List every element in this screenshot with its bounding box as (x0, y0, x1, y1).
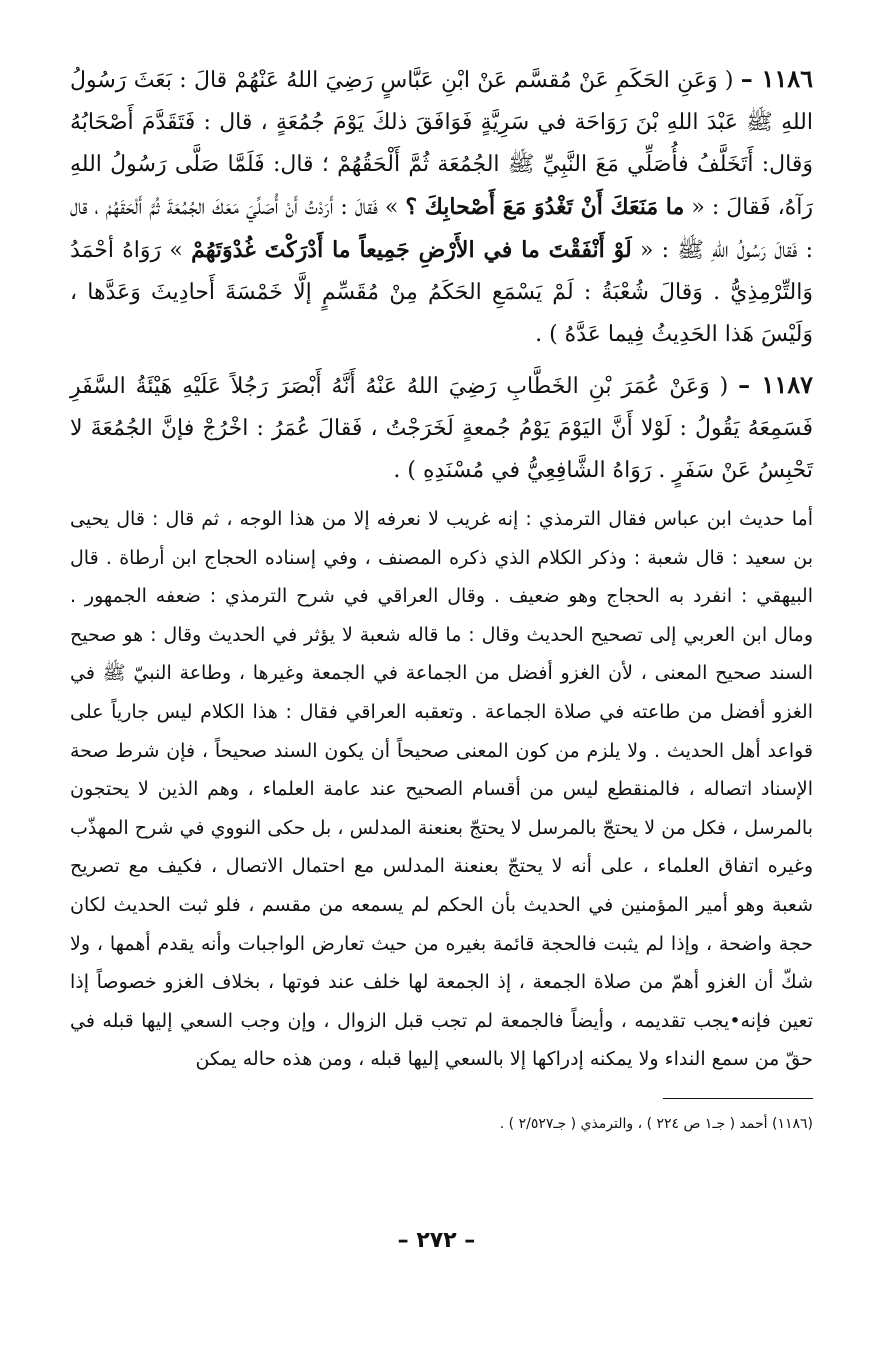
commentary-paragraph: أما حديث ابن عباس فقال الترمذي : إنه غريب لا نعرفه إلا من هذا الوجه ، ثم قال : قال يحيى بن سعيد : قال شعبة : وذكر الكلام الذي ذكره المصنف ، وفي إسناده الحجاج ابن أرطاة . قال البيهقي : انفرد به الحجاج وهو ضعيف . وقال العراقي في شرح الترمذي : ضعفه الجمهور . ومال ابن العربي إلى تصحيح الحديث وقال : ما قاله شعبة لا يؤثر في الحديث وقال : هو صحيح السند صحيح المعنى ، لأن الغزو أفضل من الجماعة في الجمعة وغيرها ، وطاعة النبيّ ﷺ في الغزو أفضل من طاعته في صلاة الجماعة . وتعقبه العراقي فقال : هذا الكلام ليس جارياً على قواعد أهل الحديث . ولا يلزم من كون المعنى صحيحاً أن يكون السند صحيحاً ، فإن شرط صحة الإسناد اتصاله ، فالمنقطع ليس من أقسام الصحيح عند عامة العلماء ، وهم الذين لا يحتجون بالمرسل ، فكل من لا يحتجّ بالمرسل لا يحتجّ بعنعنة المدلس ، بل حكى النووي في شرح المهذّب وغيره اتفاق العلماء ، على أنه لا يحتجّ بعنعنة المدلس مع احتمال الاتصال ، فكيف مع تصريح شعبة وهو أمير المؤمنين في الحديث بأن الحكم لم يسمعه من مقسم ، فلو ثبت الحديث لكان حجة واضحة ، وإذا لم يثبت فالحجة قائمة بغيره من حيث تعارض الواجبات وأنه يقدم أهمها ، ولا شكّ أن الغزو أهمّ من صلاة الجمعة ، إذ الجمعة لها خلف عند فوتها ، بخلاف الغزو خصوصاً إذا تعين فإنه•يجب تقديمه ، وأيضاً فالجمعة لم تجب قبل الزوال ، وإن وجب السعي إليها قبله في حقّ من سمع النداء ولا يمكنه إدراكها إلا بالسعي إليها قبله ، ومن هذه حاله يمكن (70, 508, 813, 1071)
footnote: (١١٨٦) أحمد ( جـ١ ص ٢٢٤ ) ، والترمذي ( جـ٢/٥٢٧ ) . (499, 1115, 813, 1132)
hadith-number: ١١٨٦ – (740, 64, 813, 93)
prophet-quote: لَوْ أَنْفَقْتَ ما في الأَرْضِ جَمِيعاً ما أَدْرَكْتَ غُدْوَتَهُمْ (191, 237, 632, 263)
hadith-text: » رَوَاهُ أحْمَدُ وَالتِّرْمِذِيُّ . وَقالَ شُعْبَةُ : لَمْ يَسْمَعِ الحَكَمُ مِنْ مُقَسِّمٍ إلَّا خَمْسَةَ أَحادِيثَ وَعَدَّها ، وَلَيْسَ هَذا الحَدِيثُ فِيما عَدَّهُ ) . (70, 238, 813, 347)
hadith-text: ( وَعَنْ عُمَرَ بْنِ الخَطَّابِ رَضِيَ اللهُ عَنْهُ أَنَّهُ أَبْصَرَ رَجُلاً عَلَيْهِ هَيْئَةُ السَّفَرِ فَسَمِعَهُ يَقُولُ : لَوْلا أَنَّ اليَوْمَ يَوْمُ جُمعةٍ لَخَرَجْتُ ، فَقالَ عُمَرُ : اخْرُجْ فإنَّ الجُمُعَةَ لا تَحْبِسُ عَنْ سَفَرٍ . رَوَاهُ الشَّافِعِيُّ في مُسْنَدِهِ ) . (70, 374, 813, 483)
hadith-text: » فَقالَ : أَرَدْتُ أَنْ أُصَلِّيَ مَعَكَ الجُمُعَةَ ثُمَّ أَلْحَقَهُمْ ، قال : فَقالَ رَسُولُ اللهِ ﷺ : « (70, 195, 813, 263)
hadith-1186 (70, 58, 813, 356)
page-number: – ٢٧٢ – (397, 1228, 476, 1253)
footnote-divider (663, 1098, 813, 1099)
page-body (70, 58, 813, 1348)
prophet-quote: ما مَنَعَكَ أَنْ تَغْدُوَ مَعَ أَصْحابِكَ ؟ (405, 194, 685, 220)
hadith-1187 (70, 364, 813, 492)
hadith-text: ( وَعَنِ الحَكَمِ عَنْ مُقسَّم عَنْ ابْنِ عَبَّاسٍ رَضِيَ اللهُ عَنْهُمْ قالَ : بَعَثَ رَسُولُ اللهِ ﷺ عَبْدَ اللهِ بْنَ رَوَاحَة في سَرِيَّةٍ فَوَافَقَ ذلكَ يَوْمَ جُمُعَةٍ ، قال : فَتَقَدَّمَ أَصْحَابُهُ وَقال: أَتَخَلَّفُ فأُصَلِّي مَعَ النَّبِيِّ ﷺ الجُمُعَة ثُمَّ أَلْحَقُهُمْ ؛ قال: فَلَمَّا صَلَّى رَسُولُ اللهِ رَآهُ، فَقالَ : « (70, 68, 813, 220)
hadith-number: ١١٨٧ – (738, 370, 813, 399)
